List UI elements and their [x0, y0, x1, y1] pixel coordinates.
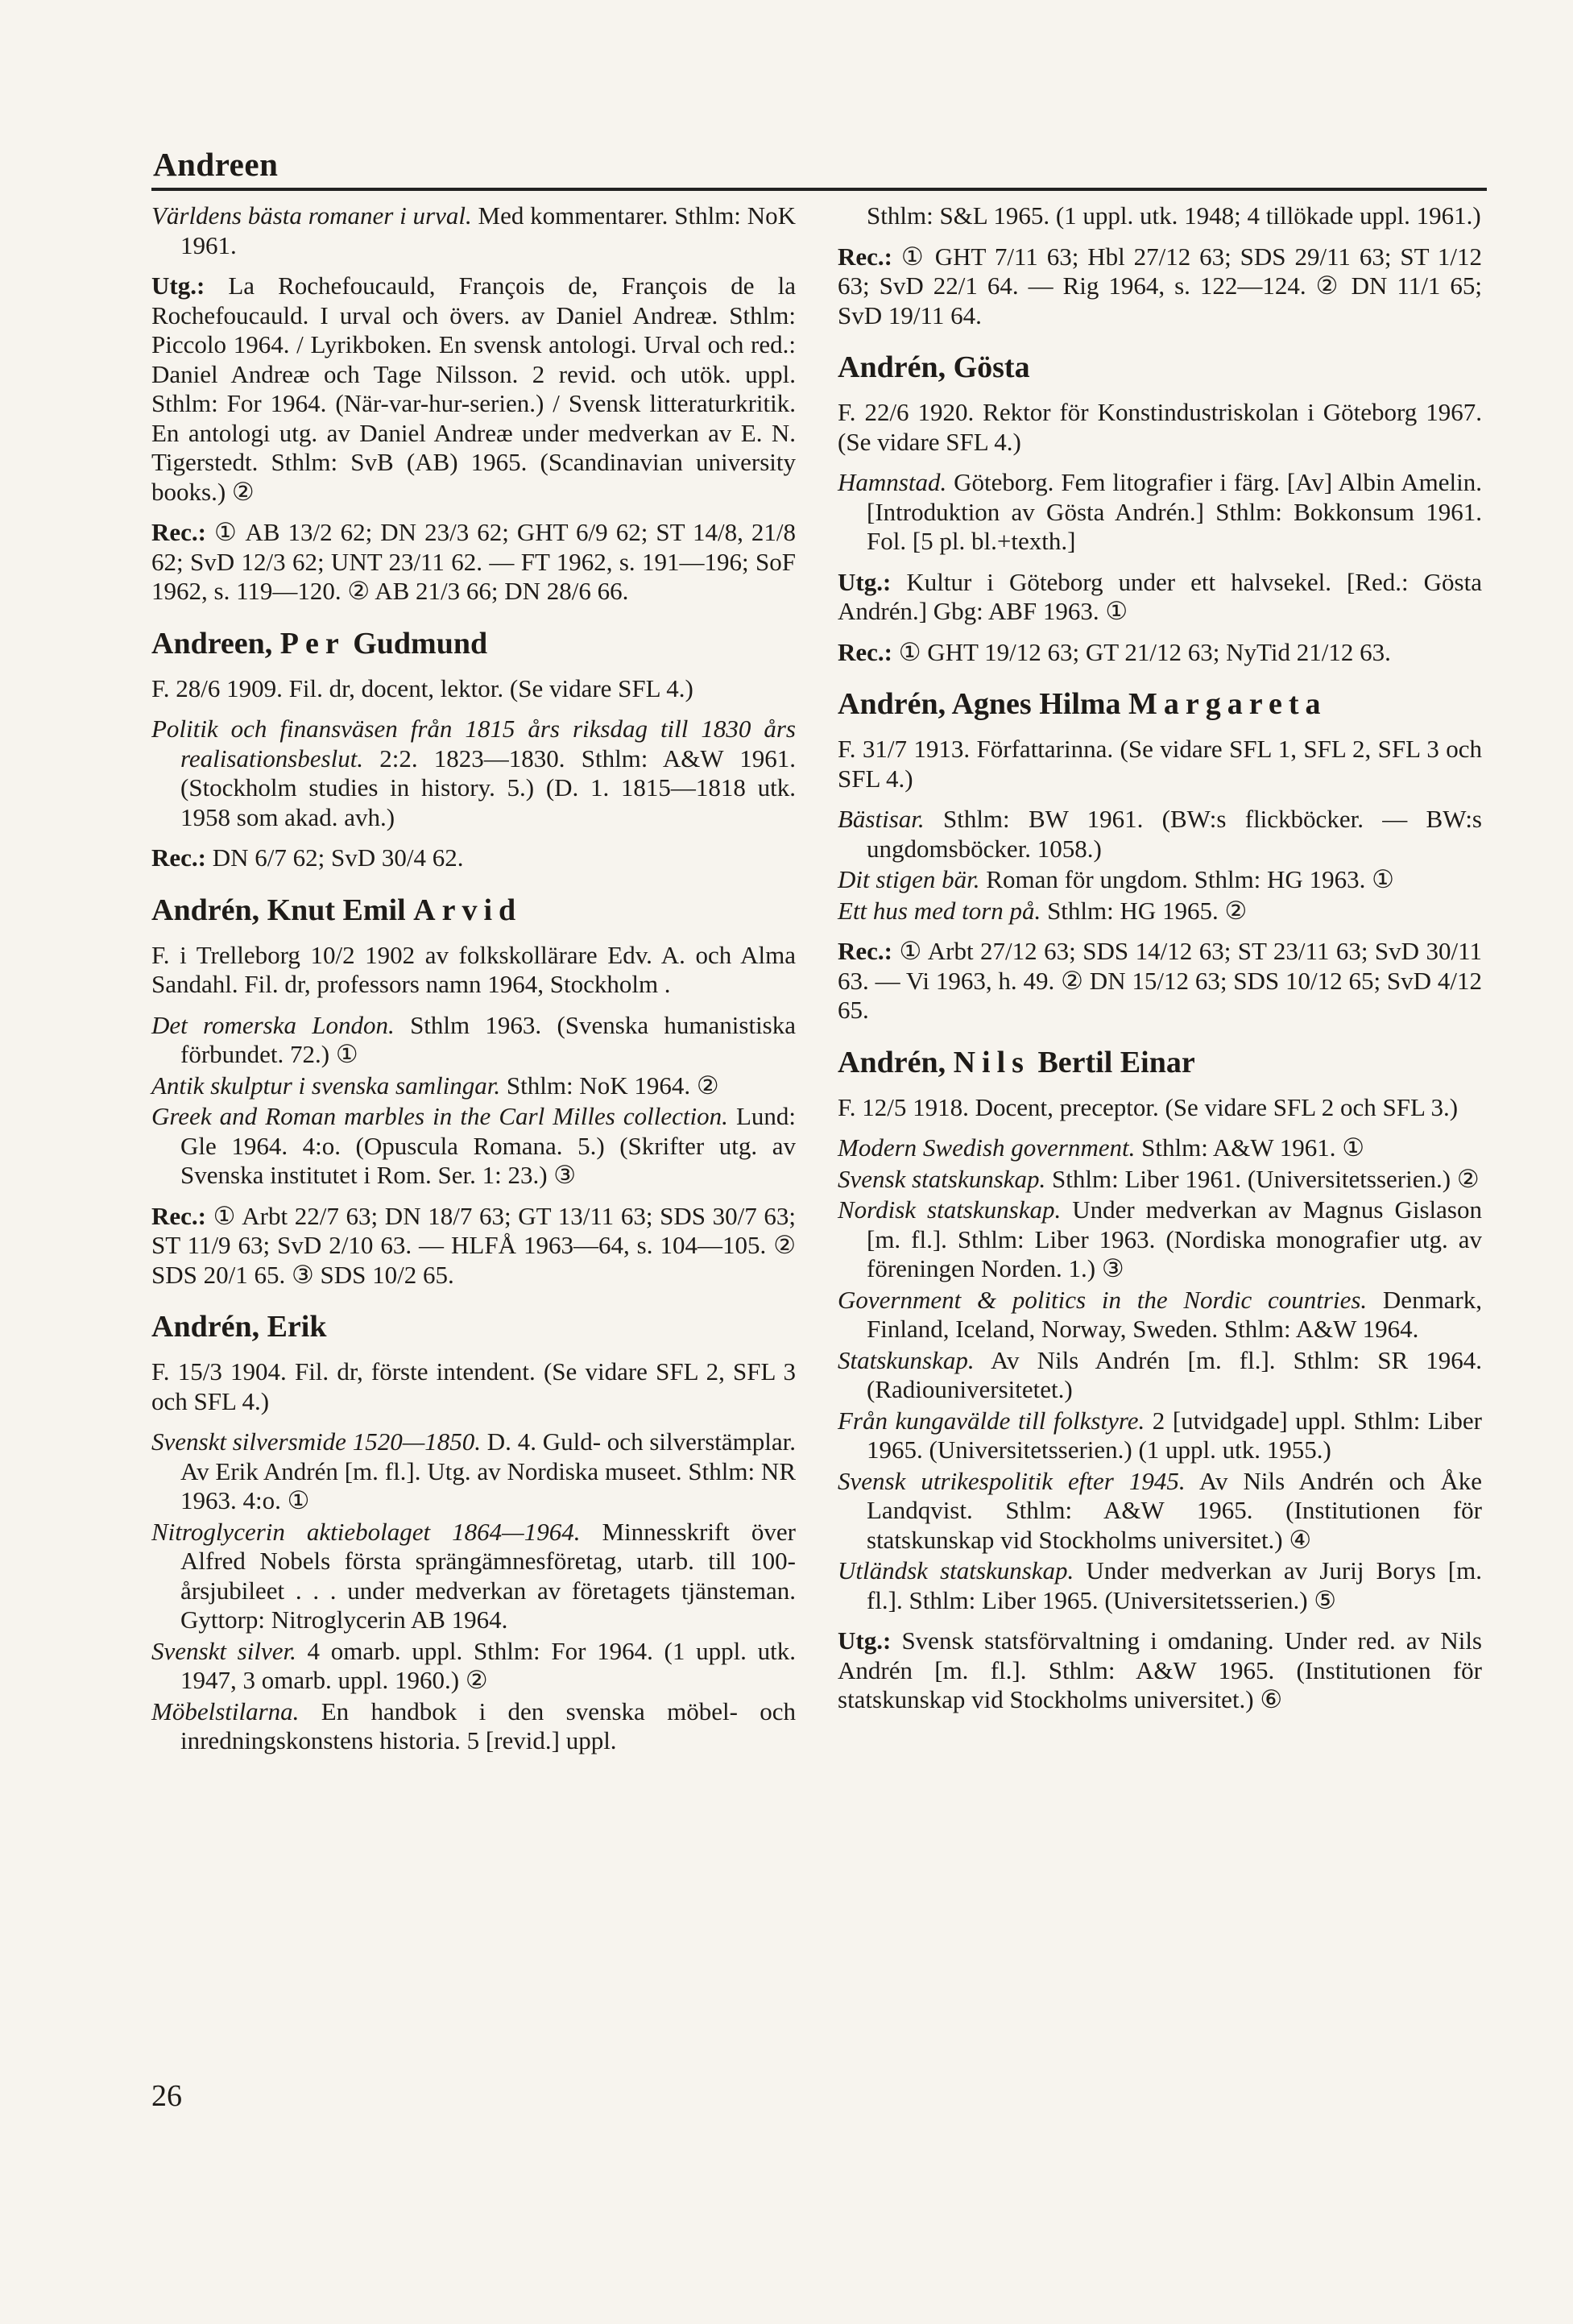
work-details: Denmark, Finland, Iceland, Norway, Sweden. Sthlm: A&W 1964. — [867, 1285, 1483, 1343]
heading-text: Andrén, Knut Emil — [151, 893, 414, 927]
entry-bio: F. 22/6 1920. Rektor för Konstindustriskolan i Göteborg 1967. (Se vidare SFL 4.) — [838, 398, 1482, 456]
work-title: Antik skulptur i svenska samlingar. — [151, 1071, 501, 1100]
work-title: Möbelstilarna. — [151, 1696, 300, 1725]
heading-text: Andrén, — [838, 1045, 954, 1079]
heading-text: Gudmund — [345, 626, 488, 661]
utg-label: Utg.: — [151, 271, 205, 300]
heading-text: Andrén, Agnes Hilma — [838, 687, 1129, 721]
rec-text: ① GHT 7/11 63; Hbl 27/12 63; SDS 29/11 63; ST 1/12 63; SvD 22/1 64. — Rig 1964, s. 122—124. ② DN 11/1 65; SvD 19/11 64. — [838, 242, 1482, 329]
work-details: Roman för ungdom. Sthlm: HG 1963. ① — [979, 865, 1394, 893]
work-details: Av Nils Andrén [m. fl.]. Sthlm: SR 1964. (Radiouniversitetet.) — [867, 1345, 1482, 1403]
work-item — [151, 1697, 796, 1756]
header-rule — [151, 188, 1487, 191]
work-title: Dit stigen bär. — [838, 865, 980, 893]
work-title: Utländsk statskunskap. — [838, 1556, 1074, 1585]
work-title: Ett hus med torn på. — [838, 896, 1041, 925]
work-title: Från kungavälde till folkstyre. — [838, 1406, 1145, 1435]
work-item — [838, 1346, 1482, 1405]
rec-text: ① AB 13/2 62; DN 23/3 62; GHT 6/9 62; ST 14/8, 21/8 62; SvD 12/3 62; UNT 23/11 62. — FT 1962, s. 191—196; SoF 1962, s. 119—120. ② AB 21/3 66; DN 28/6 66. — [151, 518, 796, 605]
entry — [838, 350, 1482, 667]
work-title: Svenskt silver. — [151, 1636, 296, 1665]
work-title: Svensk utrikespolitik efter 1945. — [838, 1466, 1186, 1495]
rec-text: ① Arbt 22/7 63; DN 18/7 63; GT 13/11 63; SDS 30/7 63; ST 11/9 63; SvD 2/10 63. — HLFÅ 1963—64, s. 104—105. ② SDS 20/1 65. ③ SDS 10/2 65. — [151, 1201, 796, 1289]
heading-text: Andreen, — [151, 626, 280, 661]
work-item — [838, 1406, 1482, 1465]
rec-text: DN 6/7 62; SvD 30/4 62. — [205, 843, 464, 872]
work-title: Nordisk statskunskap. — [838, 1195, 1062, 1224]
work-title: Modern Swedish government. — [838, 1133, 1136, 1162]
rec-line — [838, 638, 1482, 668]
work-details: Av Nils Andrén och Åke Landqvist. Sthlm: A&W 1965. (Institutionen för statskunskap vid Stockholms universitet.) ④ — [867, 1466, 1482, 1554]
rec-label: Rec.: — [151, 1201, 206, 1230]
work-item — [151, 1427, 796, 1516]
entry — [838, 1045, 1482, 1715]
entry — [151, 893, 796, 1290]
rec-label: Rec.: — [838, 637, 892, 666]
heading-text: Andrén, Erik — [151, 1310, 327, 1344]
entry-heading — [838, 686, 1482, 722]
entry-heading — [151, 1309, 796, 1344]
work-details: Sthlm: NoK 1964. ② — [500, 1071, 719, 1100]
work-item — [151, 1011, 796, 1070]
utg-line — [151, 271, 796, 507]
work-item — [151, 715, 796, 832]
entry-bio: F. 31/7 1913. Författarinna. (Se vidare SFL 1, SFL 2, SFL 3 och SFL 4.) — [838, 735, 1482, 793]
rec-label: Rec.: — [838, 937, 892, 965]
rec-line — [151, 1202, 796, 1290]
work-title: Greek and Roman marbles in the Carl Milles collection. — [151, 1102, 728, 1130]
entry-bio: F. i Trelleborg 10/2 1902 av folkskollärare Edv. A. och Alma Sandahl. Fil. dr, professors namn 1964, Stockholm . — [151, 940, 796, 998]
entry-continuation — [838, 201, 1482, 330]
entry-heading — [151, 626, 796, 661]
entry — [151, 626, 796, 873]
work-title: Statskunskap. — [838, 1345, 975, 1374]
work-details: En handbok i den svenska möbel- och inredningskonstens historia. 5 [revid.] uppl. — [180, 1696, 796, 1754]
heading-spaced-name: Margareta — [1128, 687, 1327, 721]
work-details: D. 4. Guld- och silverstämplar. Av Erik Andrén [m. fl.]. Utg. av Nordiska museet. Sthlm: NR 1963. 4:o. ① — [180, 1427, 796, 1514]
work-details: Minnesskrift över Alfred Nobels första sprängämnesföretag, utarb. till 100-årsjubileet . . . under medverkan av företagets tjänsteman. Gyttorp: Nitroglycerin AB 1964. — [180, 1517, 796, 1634]
entry-heading — [151, 893, 796, 928]
entry-bio: F. 15/3 1904. Fil. dr, förste intendent. (Se vidare SFL 2, SFL 3 och SFL 4.) — [151, 1357, 796, 1415]
entry — [838, 686, 1482, 1025]
work-title: Bästisar. — [838, 805, 925, 833]
work-item — [838, 1165, 1482, 1195]
heading-text: Andrén, Gösta — [838, 350, 1030, 384]
right-column — [838, 201, 1482, 1734]
work-details: Lund: Gle 1964. 4:o. (Opuscula Romana. 5.) (Skrifter utg. av Svenska institutet i Rom. Ser. 1: 23.) ③ — [180, 1102, 796, 1189]
heading-spaced-name: Per — [279, 626, 346, 661]
rec-label: Rec.: — [151, 518, 206, 546]
work-title: Svenskt silversmide 1520—1850. — [151, 1427, 482, 1456]
work-item — [838, 1467, 1482, 1556]
work-title: Svensk statskunskap. — [838, 1164, 1046, 1193]
entry-heading — [838, 1045, 1482, 1080]
rec-text: ① Arbt 27/12 63; SDS 14/12 63; ST 23/11 63; SvD 30/11 63. — Vi 1963, h. 49. ② DN 15/12 63; SDS 10/12 65; SvD 4/12 65. — [838, 937, 1482, 1024]
rec-line — [151, 518, 796, 607]
work-title: Världens bästa romaner i urval. — [151, 201, 472, 230]
page-number: 26 — [151, 2079, 182, 2113]
utg-label: Utg.: — [838, 567, 892, 596]
work-item — [838, 1286, 1482, 1344]
rec-text: ① GHT 19/12 63; GT 21/12 63; NyTid 21/12 63. — [892, 637, 1391, 666]
work-details: Sthlm 1963. (Svenska humanistiska förbundet. 72.) ① — [180, 1010, 797, 1068]
work-details: Göteborg. Fem litografier i färg. [Av] Albin Amelin. [Introduktion av Gösta Andrén.] Sthlm: Bokkonsum 1961. Fol. [5 pl. bl.+texth.] — [867, 468, 1482, 555]
work-details: 4 omarb. uppl. Sthlm: For 1964. (1 uppl. utk. 1947, 3 omarb. uppl. 1960.) ② — [180, 1636, 796, 1694]
work-details: 2:2. 1823—1830. Sthlm: A&W 1961. (Stockholm studies in history. 5.) (D. 1. 1815—1818 utk. 1958 som akad. avh.) — [180, 744, 796, 831]
work-title: Hamnstad. — [838, 468, 947, 496]
left-column — [151, 201, 796, 1775]
utg-label: Utg.: — [838, 1626, 892, 1655]
work-item — [151, 1102, 796, 1191]
entry — [151, 1309, 796, 1756]
running-head: Andreen — [153, 146, 279, 183]
work-item — [838, 1133, 1482, 1163]
work-details: Under medverkan av Jurij Borys [m. fl.]. Sthlm: Liber 1965. (Universitetsserien.) ⑤ — [867, 1556, 1482, 1614]
work-item — [838, 468, 1482, 557]
work-title: Nitroglycerin aktiebolaget 1864—1964. — [151, 1517, 581, 1546]
utg-text: La Rochefoucauld, François de, François de la Rochefoucauld. I urval och övers. av Daniel Andreæ. Sthlm: Piccolo 1964. / Lyrikboken. En svensk antologi. Urval och red.: Daniel Andreæ och Tage Nilsson. 2 revid. och utök. uppl. Sthlm: For 1964. (När-var-hur-serien.) / Svensk litteraturkritik. En antologi utg. av Daniel Andreæ under medverkan av E. N. Tigerstedt. Sthlm: SvB (AB) 1965. (Scandinavian university books.) ② — [151, 271, 796, 506]
work-details: Sthlm: Liber 1961. (Universitetsserien.) ② — [1045, 1164, 1480, 1193]
utg-text: Svensk statsförvaltning i omdaning. Under red. av Nils Andrén [m. fl.]. Sthlm: A&W 1965. (Institutionen för statskunskap vid Stockholms universitet.) ⑥ — [838, 1626, 1482, 1713]
entry-bio: F. 28/6 1909. Fil. dr, docent, lektor. (Se vidare SFL 4.) — [151, 673, 693, 702]
rec-line — [151, 843, 796, 873]
continued-text: Sthlm: S&L 1965. (1 uppl. utk. 1948; 4 tillökade uppl. 1961.) — [867, 201, 1481, 230]
heading-spaced-name: Arvid — [413, 893, 523, 927]
utg-text: Kultur i Göteborg under ett halvsekel. [Red.: Gösta Andrén.] Gbg: ABF 1963. ① — [838, 567, 1482, 625]
work-details: Sthlm: BW 1961. (BW:s flickböcker. — BW:s ungdomsböcker. 1058.) — [867, 805, 1482, 863]
work-details: Sthlm: HG 1965. ② — [1041, 896, 1248, 925]
work-item — [838, 1556, 1482, 1615]
work-title: Government & politics in the Nordic countries. — [838, 1285, 1368, 1314]
work-item — [838, 897, 1482, 926]
work-details: Under medverkan av Magnus Gislason [m. fl.]. Sthlm: Liber 1963. (Nordiska monografier utg. av föreningen Norden. 1.) ③ — [867, 1195, 1482, 1282]
work-item — [838, 805, 1482, 864]
work-item — [838, 1195, 1482, 1284]
utg-line — [838, 568, 1482, 627]
utg-line — [838, 1626, 1482, 1715]
heading-spaced-name: Nils — [953, 1045, 1030, 1079]
work-title: Det romerska London. — [151, 1010, 395, 1039]
work-details: Sthlm: A&W 1961. ① — [1135, 1133, 1365, 1162]
work-item — [151, 1637, 796, 1696]
work-item — [838, 865, 1482, 895]
heading-text: Bertil Einar — [1029, 1045, 1195, 1079]
work-details: Med kommentarer. Sthlm: NoK 1961. — [180, 201, 796, 259]
work-item — [151, 201, 796, 260]
work-item — [151, 1518, 796, 1635]
entry-heading — [838, 350, 1482, 385]
entry — [151, 201, 796, 607]
work-details: 2 [utvidgade] uppl. Sthlm: Liber 1965. (Universitetsserien.) (1 uppl. utk. 1955.) — [867, 1406, 1483, 1464]
rec-label: Rec.: — [151, 843, 206, 872]
rec-line — [838, 937, 1482, 1025]
entry-bio: F. 12/5 1918. Docent, preceptor. (Se vidare SFL 2 och SFL 3.) — [838, 1092, 1459, 1121]
rec-label: Rec.: — [838, 242, 892, 271]
work-title: Politik och finansväsen från 1815 års riksdag till 1830 års realisationsbeslut. — [151, 715, 796, 773]
work-item — [151, 1071, 796, 1101]
rec-line — [838, 242, 1482, 331]
